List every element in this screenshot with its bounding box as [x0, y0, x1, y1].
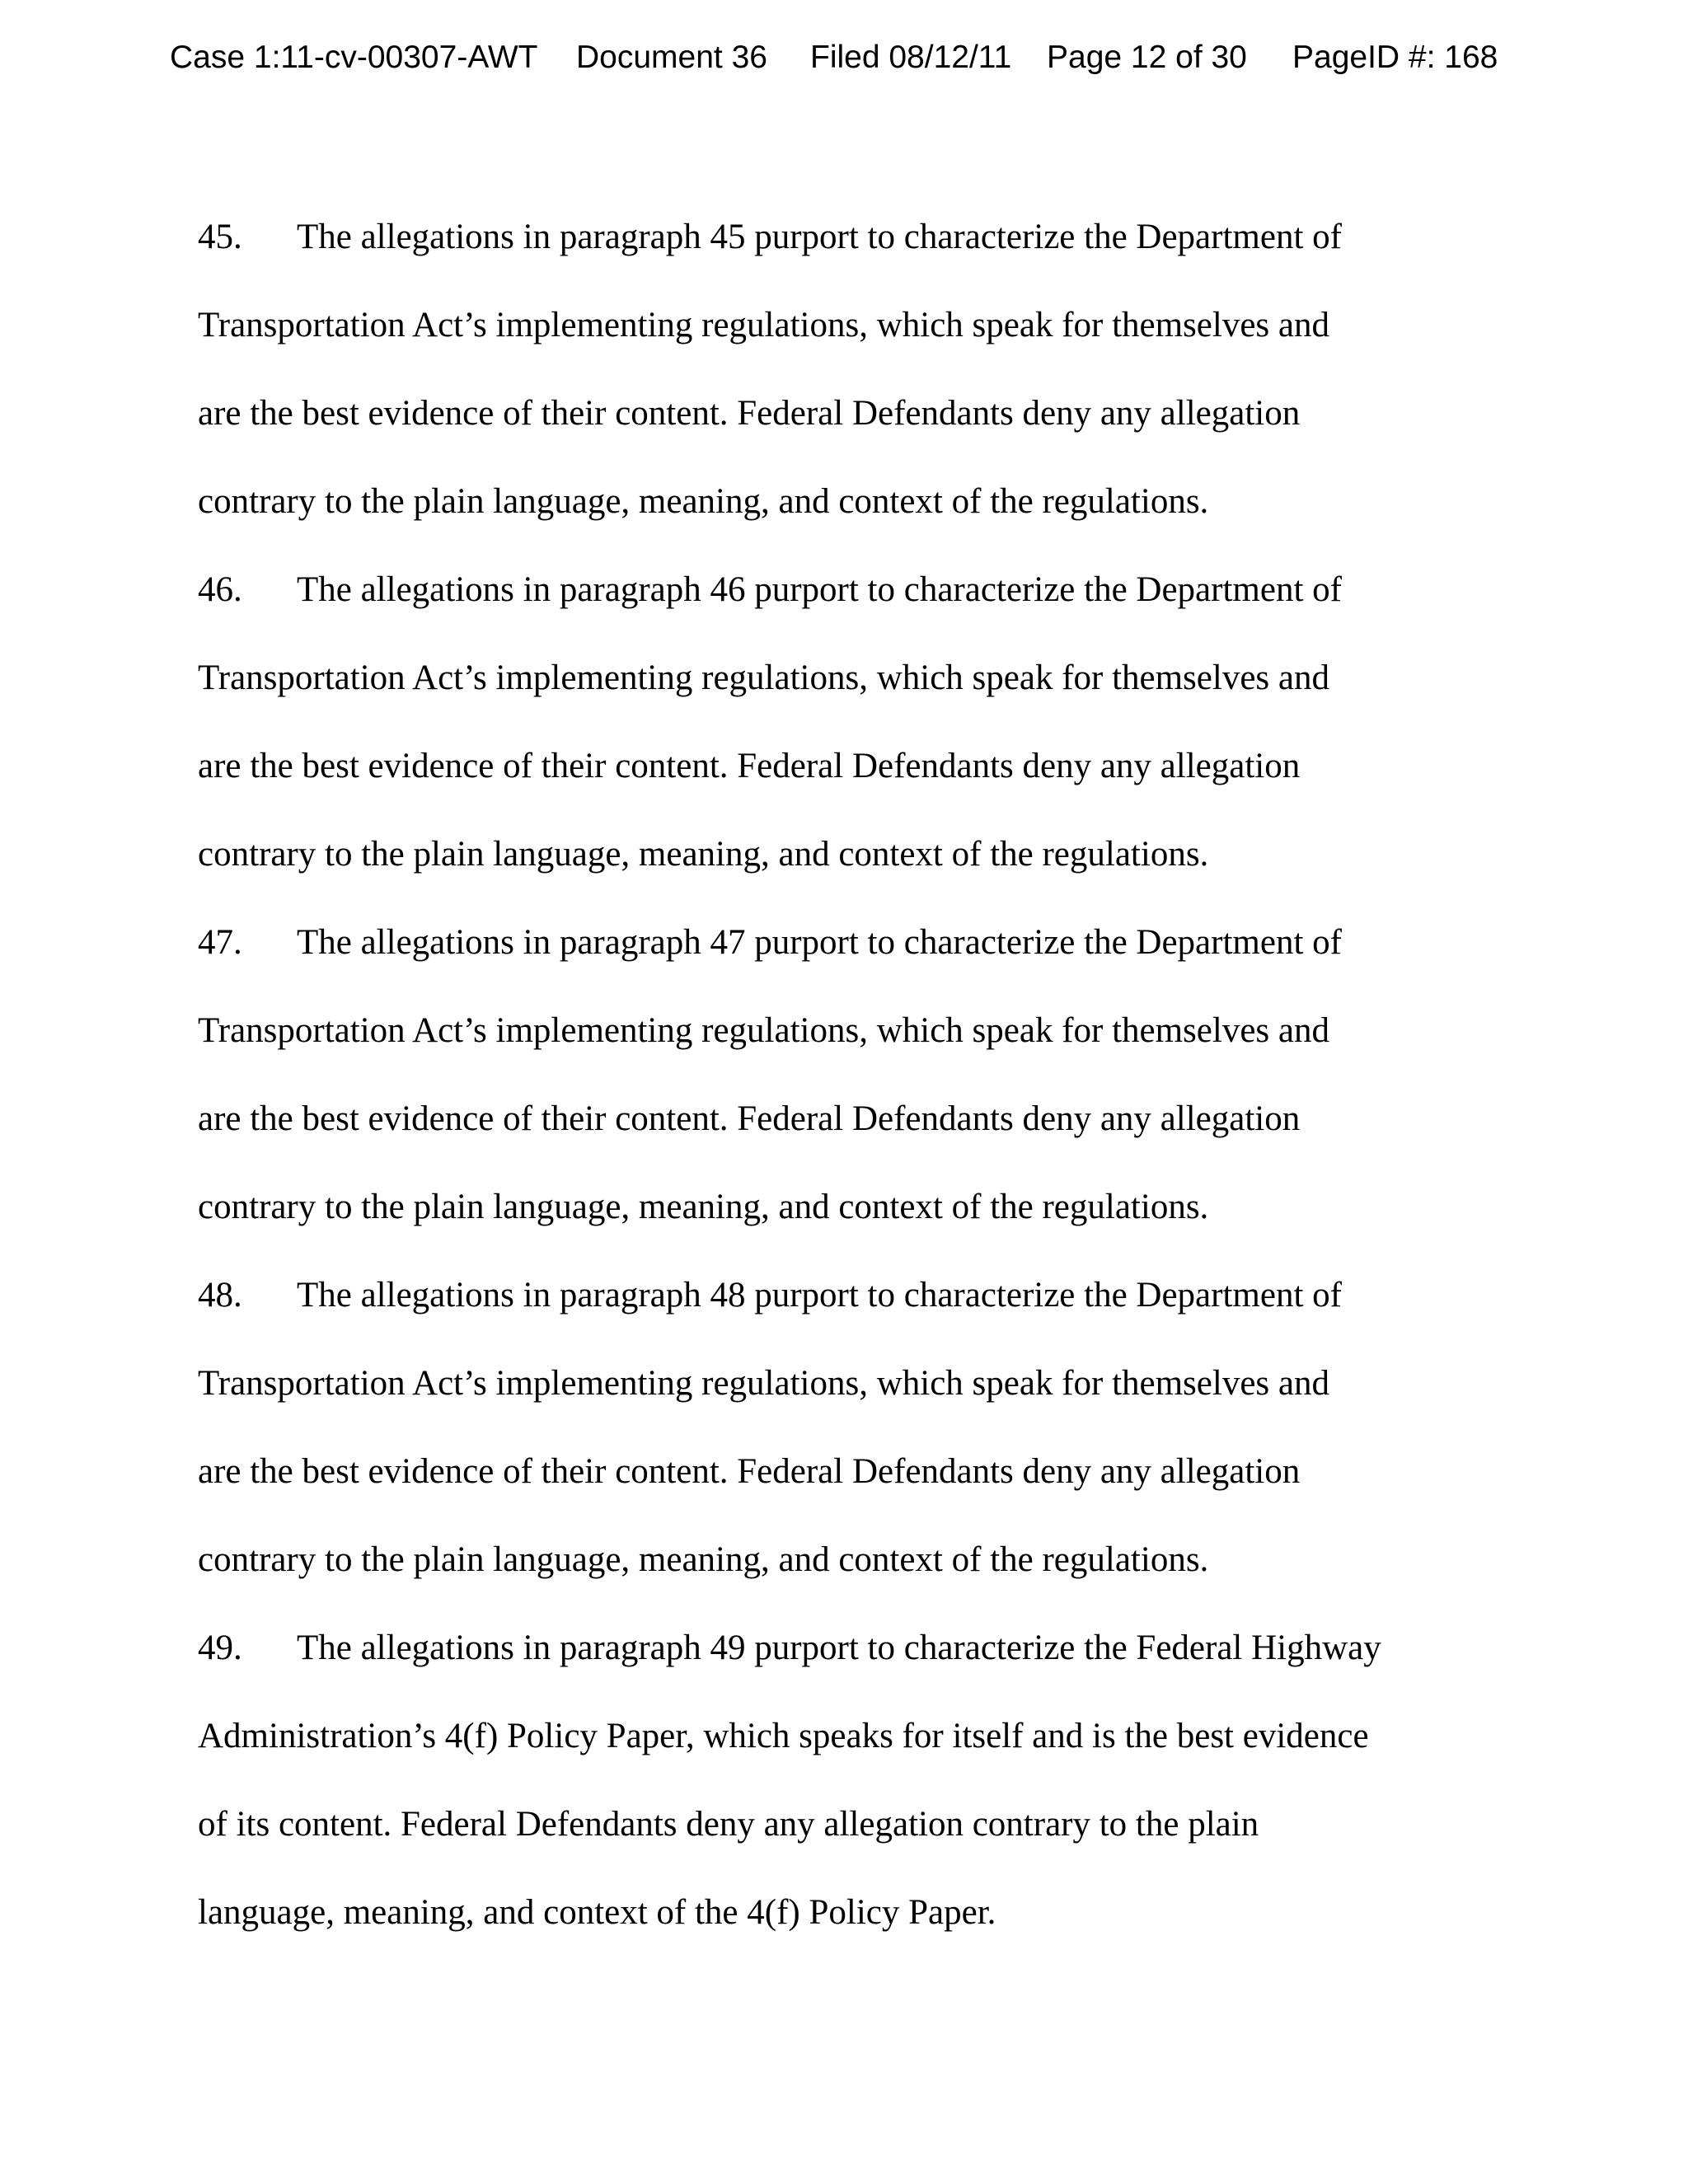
paragraph-line: contrary to the plain language, meaning, and context of the regulations. — [198, 1540, 1209, 1579]
filed-date: Filed 08/12/11 — [810, 40, 1012, 75]
paragraph-number: 46. — [198, 570, 242, 609]
paragraph-line: are the best evidence of their content. Federal Defendants deny any allegation — [198, 1452, 1301, 1491]
paragraph-47 — [198, 898, 1517, 1251]
paragraph-line: Transportation Act’s implementing regulations, which speak for themselves and — [198, 1364, 1329, 1403]
paragraph-line: are the best evidence of their content. Federal Defendants deny any allegation — [198, 394, 1301, 433]
paragraph-line: are the best evidence of their content. Federal Defendants deny any allegation — [198, 1099, 1301, 1138]
paragraph-line: contrary to the plain language, meaning, and context of the regulations. — [198, 1188, 1209, 1226]
paragraph-line: Transportation Act’s implementing regulations, which speak for themselves and — [198, 306, 1329, 344]
paragraph-line: are the best evidence of their content. Federal Defendants deny any allegation — [198, 747, 1301, 785]
paragraph-text: The allegations in paragraph 48 purport to characterize the Department of — [297, 1276, 1342, 1315]
paragraph-line: contrary to the plain language, meaning, and context of the regulations. — [198, 482, 1209, 521]
paragraph-45 — [198, 193, 1517, 546]
paragraph-49 — [198, 1604, 1517, 1957]
paragraph-number: 48. — [198, 1276, 242, 1315]
paragraph-text: The allegations in paragraph 47 purport to characterize the Department of — [297, 923, 1342, 962]
paragraph-number: 45. — [198, 218, 242, 256]
paragraph-line: of its content. Federal Defendants deny any allegation contrary to the plain — [198, 1805, 1259, 1844]
paragraph-text: The allegations in paragraph 46 purport to characterize the Department of — [297, 570, 1342, 609]
paragraph-line: Transportation Act’s implementing regulations, which speak for themselves and — [198, 1011, 1329, 1050]
paragraph-48 — [198, 1251, 1517, 1604]
paragraph-first-line — [198, 546, 1517, 634]
paragraph-first-line — [198, 193, 1517, 281]
paragraph-line: Transportation Act’s implementing regulations, which speak for themselves and — [198, 658, 1329, 697]
paragraph-line: Administration’s 4(f) Policy Paper, which speaks for itself and is the best evidence — [198, 1717, 1369, 1755]
paragraph-first-line — [198, 1604, 1517, 1692]
paragraph-line: language, meaning, and context of the 4(f) Policy Paper. — [198, 1893, 996, 1932]
paragraph-first-line — [198, 1251, 1517, 1339]
case-number: Case 1:11-cv-00307-AWT — [170, 40, 538, 75]
page-header — [170, 36, 1522, 79]
paragraph-first-line — [198, 898, 1517, 987]
page-id: PageID #: 168 — [1292, 40, 1498, 75]
paragraph-number: 49. — [198, 1629, 242, 1667]
paragraph-46 — [198, 546, 1517, 898]
document-body — [198, 193, 1517, 1957]
paragraph-text: The allegations in paragraph 45 purport to characterize the Department of — [297, 218, 1342, 256]
paragraph-number: 47. — [198, 923, 242, 962]
page-count: Page 12 of 30 — [1047, 40, 1247, 75]
paragraph-line: contrary to the plain language, meaning, and context of the regulations. — [198, 835, 1209, 874]
document-number: Document 36 — [576, 40, 767, 75]
paragraph-text: The allegations in paragraph 49 purport to characterize the Federal Highway — [297, 1629, 1381, 1667]
